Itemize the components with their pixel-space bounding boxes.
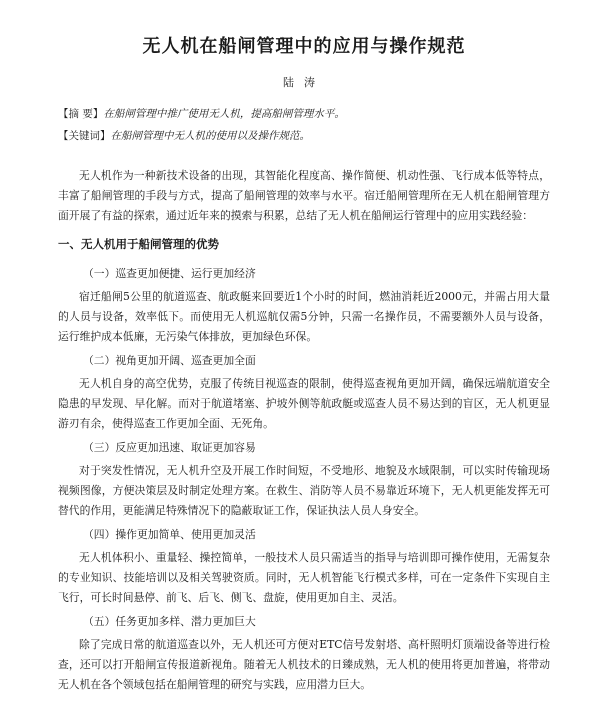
subsection-heading-1: （一）巡查更加便捷、运行更加经济 xyxy=(83,267,256,280)
keywords xyxy=(58,128,550,144)
subsection-paragraph-1: 宿迁船闸5公里的航道巡查、航政艇来回要近1个小时的时间，燃油消耗近2000元，并需占用大量的人员与设备，效率低下。而使用无人机巡航仅需5分钟，只需一名操作员，不需要额外人员与设备，运行维护成本低廉，无污染气体排放，更加绿色环保。 xyxy=(58,290,550,343)
paper-title: 无人机在船闸管理中的应用与操作规范 xyxy=(142,36,466,57)
intro-paragraph: 无人机作为一种新技术设备的出现，其智能化程度高、操作简便、机动性强、飞行成本低等特点，丰富了船闸管理的手段与方式，提高了船闸管理的效率与水平。宿迁船闸管理所在无人机在船闸管理方面开展了有益的探索，通过近年来的摸索与积累，总结了无人机在船闸运行管理中的应用实践经验： xyxy=(58,169,550,222)
subsection-heading-3: （三）反应更加迅速、取证更加容易 xyxy=(83,441,256,454)
author-name: 陆涛 xyxy=(283,76,325,89)
subsection-paragraph-4: 无人机体积小、重量轻、操控简单，一般技术人员只需适当的指导与培训即可操作使用，无需复杂的专业知识、技能培训以及相关驾驶资质。同时，无人机智能飞行模式多样，可在一定条件下实现自主飞行，可长时间悬停、前飞、后飞、侧飞、盘旋，使用更加自主、灵活。 xyxy=(58,551,550,604)
subsection-heading-2: （二）视角更加开阔、巡查更加全面 xyxy=(83,354,256,367)
abstract xyxy=(58,106,550,122)
subsection-paragraph-3: 对于突发性情况，无人机升空及开展工作时间短，不受地形、地貌及水域限制，可以实时传输现场视频图像，方便决策层及时制定处理方案。在救生、消防等人员不易靠近环境下，无人机更能发挥无可替代的作用，更能满足特殊情况下的隐蔽取证工作，保证执法人员人身安全。 xyxy=(58,464,550,517)
subsection-heading-4: （四）操作更加简单、使用更加灵活 xyxy=(83,528,256,541)
subsection-heading-5: （五）任务更加多样、潜力更加巨大 xyxy=(83,615,256,628)
keywords-text: 在船闸管理中无人机的使用以及操作规范。 xyxy=(110,130,310,142)
abstract-tag: 【摘 要】 xyxy=(58,108,104,120)
subsection-paragraph-5: 除了完成日常的航道巡查以外，无人机还可方便对ETC信号发射塔、高杆照明灯顶端设备等进行检查，还可以打开船闸宣传报道新视角。随着无人机技术的日臻成熟，无人机的使用将更加普遍，将带动无人机在各个领域包括在船闸管理的研究与实践，应用潜力巨大。 xyxy=(58,638,550,691)
abstract-text: 在船闸管理中推广使用无人机，提高船闸管理水平。 xyxy=(103,108,345,120)
subsection-paragraph-2: 无人机自身的高空优势，克服了传统目视巡查的限制，使得巡查视角更加开阔，确保远端航道安全隐患的早发现、早化解。而对于航道堵塞、护坡外侧等航政艇或巡查人员不易达到的盲区，无人机更显游刃有余，使得巡查工作更加全面、无死角。 xyxy=(58,377,550,430)
keywords-tag: 【关键词】 xyxy=(58,130,111,142)
section-heading: 一、无人机用于船闸管理的优势 xyxy=(58,237,219,251)
